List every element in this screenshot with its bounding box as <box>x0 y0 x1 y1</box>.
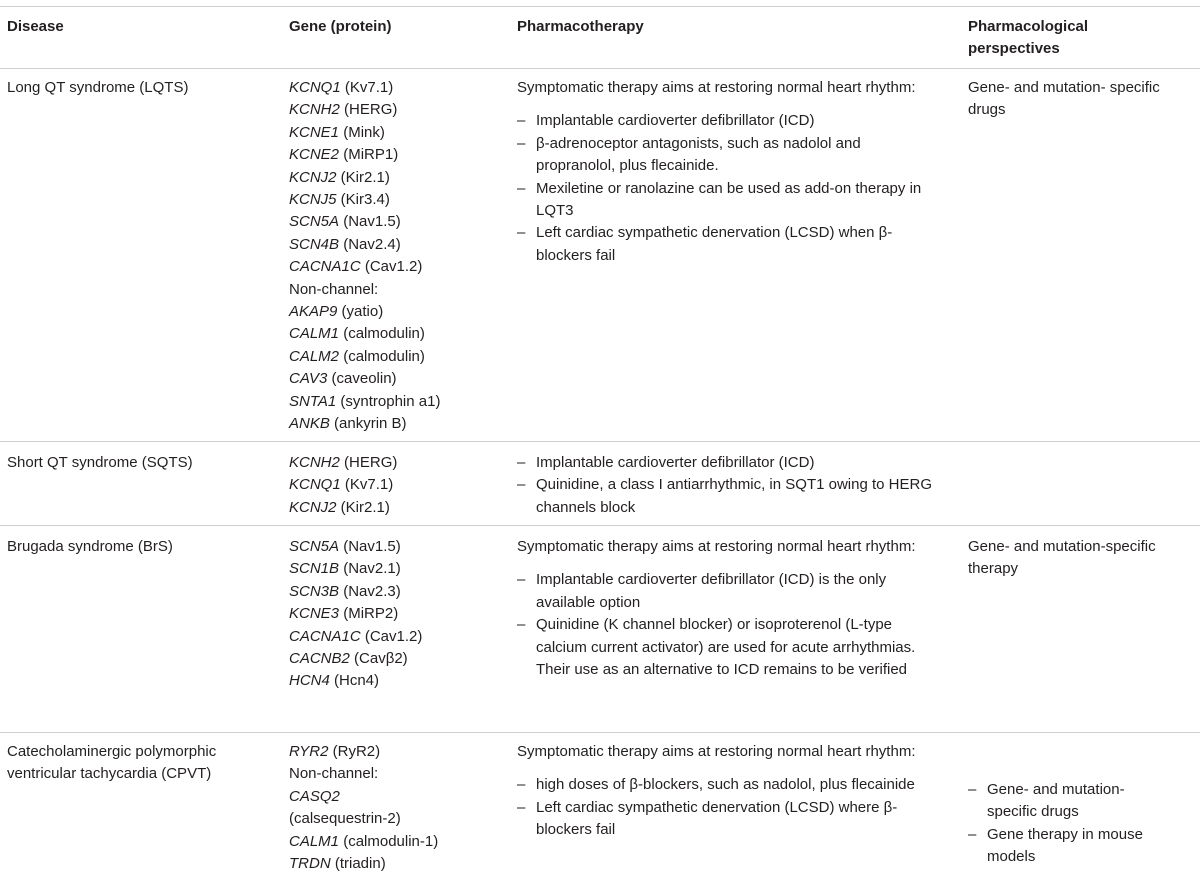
row-rule <box>0 525 1200 526</box>
pharm-list <box>517 452 937 519</box>
gene-entry <box>289 670 499 692</box>
header-pharmacotherapy: Pharmacotherapy <box>517 18 644 35</box>
gene-entry <box>289 452 499 474</box>
protein-name: (Kv7.1) <box>340 476 394 494</box>
gene-entry <box>289 234 499 256</box>
pharm-list <box>517 774 937 841</box>
gene-symbol: SCN3B <box>289 582 340 600</box>
protein-name: (calmodulin-1) <box>339 832 439 850</box>
pharm-list <box>517 110 937 267</box>
list-item: – Implantable cardioverter defibrillator (ICD) <box>517 110 937 132</box>
gene-entry <box>289 211 499 233</box>
list-item: – Implantable cardioverter defibrillator (ICD) <box>517 452 937 474</box>
row-cpvt-disease: Catecholaminergic polymorphic ventricular tachycardia (CPVT) <box>7 743 217 783</box>
table-top-rule <box>0 6 1200 7</box>
list-item: – Gene- and mutation-specific drugs <box>968 779 1168 824</box>
gene-symbol: SNTA1 <box>289 392 337 410</box>
protein-name: (MiRP1) <box>339 146 399 164</box>
gene-symbol: CASQ2 <box>289 787 340 805</box>
gene-entry <box>289 323 499 345</box>
gene-entry <box>289 853 469 875</box>
row-brs-disease: Brugada syndrome (BrS) <box>7 538 173 555</box>
gene-entry <box>289 603 499 625</box>
gene-symbol: AKAP9 <box>289 303 338 321</box>
protein-name: (Hcn4) <box>329 672 380 690</box>
gene-entry <box>289 558 499 580</box>
pharm-list <box>517 569 937 681</box>
gene-symbol: HCN4 <box>289 672 330 690</box>
gene-symbol: KCNH2 <box>289 101 340 119</box>
protein-name: (MiRP2) <box>339 605 399 623</box>
gene-symbol: SCN4B <box>289 235 340 253</box>
protein-name: (HERG) <box>339 454 398 471</box>
gene-entry <box>289 122 499 144</box>
gene-symbol: TRDN <box>289 855 331 873</box>
gene-entry <box>289 626 499 648</box>
row-brs-genes <box>289 536 499 693</box>
row-lqts-genes <box>289 77 499 436</box>
gene-symbol: KCNJ2 <box>289 168 337 186</box>
list-item: – Mexiletine or ranolazine can be used as add-on therapy in LQT3 <box>517 178 937 223</box>
gene-entry <box>289 581 499 603</box>
protein-name: (Cavβ2) <box>349 650 408 668</box>
protein-name: (yatio) <box>337 303 384 321</box>
gene-entry <box>289 301 499 323</box>
list-item: – high doses of β-blockers, such as nadolol, plus flecainide <box>517 774 937 796</box>
gene-note: Non-channel: <box>289 765 379 783</box>
pharm-intro: Symptomatic therapy aims at restoring normal heart rhythm: <box>517 79 916 96</box>
gene-entry <box>289 413 499 435</box>
protein-name: (Cav1.2) <box>360 258 423 276</box>
row-cpvt-pharmacotherapy <box>517 741 937 842</box>
gene-symbol: KCNE1 <box>289 123 340 141</box>
header-gene: Gene (protein) <box>289 18 392 35</box>
gene-symbol: CALM2 <box>289 347 340 365</box>
gene-symbol: KCNQ1 <box>289 79 341 96</box>
protein-name: (calmodulin) <box>339 347 425 365</box>
gene-entry <box>289 144 499 166</box>
gene-entry <box>289 808 469 830</box>
gene-entry <box>289 256 499 278</box>
gene-entry <box>289 368 499 390</box>
list-item: – Quinidine, a class I antiarrhythmic, in SQT1 owing to HERG channels block <box>517 474 937 519</box>
gene-entry <box>289 391 499 413</box>
header-disease: Disease <box>7 18 64 35</box>
gene-symbol: CALM1 <box>289 325 340 343</box>
gene-symbol: KCNE3 <box>289 605 340 623</box>
protein-name: (RyR2) <box>328 743 381 760</box>
gene-entry <box>289 741 469 763</box>
row-brs-perspectives: Gene- and mutation-specific therapy <box>968 538 1156 578</box>
gene-entry <box>289 346 499 368</box>
gene-symbol: KCNQ1 <box>289 476 341 494</box>
pharm-intro: Symptomatic therapy aims at restoring normal heart rhythm: <box>517 538 916 555</box>
gene-note: (calsequestrin-2) <box>289 810 401 828</box>
gene-note: Non-channel: <box>289 280 379 298</box>
protein-name: (Kir2.1) <box>336 168 390 186</box>
gene-entry <box>289 497 499 519</box>
gene-symbol: CALM1 <box>289 832 340 850</box>
gene-symbol: CACNA1C <box>289 258 361 276</box>
protein-name: (Kir2.1) <box>336 498 390 516</box>
gene-symbol: CACNA1C <box>289 627 361 645</box>
row-sqts-pharmacotherapy <box>517 452 937 519</box>
row-rule <box>0 441 1200 442</box>
row-rule <box>0 732 1200 733</box>
protein-name: (Nav2.1) <box>339 560 401 578</box>
gene-entry <box>289 189 499 211</box>
gene-entry <box>289 763 469 785</box>
protein-name: (triadin) <box>330 855 386 873</box>
row-sqts-disease: Short QT syndrome (SQTS) <box>7 454 193 471</box>
row-lqts-pharmacotherapy <box>517 77 937 267</box>
gene-entry <box>289 474 499 496</box>
gene-entry <box>289 831 469 853</box>
protein-name: (Kv7.1) <box>340 79 394 96</box>
row-brs-pharmacotherapy <box>517 536 937 681</box>
gene-symbol: SCN5A <box>289 538 340 555</box>
protein-name: (Nav2.3) <box>339 582 401 600</box>
gene-entry <box>289 77 499 99</box>
protein-name: (Kir3.4) <box>336 191 390 209</box>
persp-list <box>968 779 1168 869</box>
gene-symbol: KCNE2 <box>289 146 340 164</box>
protein-name: (calmodulin) <box>339 325 425 343</box>
protein-name: (ankyrin B) <box>329 415 407 433</box>
protein-name: (syntrophin a1) <box>336 392 441 410</box>
row-lqts-disease: Long QT syndrome (LQTS) <box>7 79 189 96</box>
protein-name: (caveolin) <box>327 370 397 388</box>
gene-entry <box>289 536 499 558</box>
list-item: – β-adrenoceptor antagonists, such as nadolol and propranolol, plus flecainide. <box>517 133 937 178</box>
gene-entry <box>289 279 499 301</box>
gene-symbol: KCNJ2 <box>289 498 337 516</box>
header-perspectives: Pharmacological perspectives <box>968 18 1089 58</box>
row-cpvt-perspectives <box>968 779 1168 869</box>
row-sqts-genes <box>289 452 499 519</box>
list-item: – Quinidine (K channel blocker) or isoproterenol (L-type calcium current activator) are used for acute arrhythmias. Their use as an alternative to ICD remains to be verified <box>517 614 937 681</box>
gene-entry <box>289 99 499 121</box>
protein-name: (HERG) <box>339 101 398 119</box>
gene-symbol: RYR2 <box>289 743 329 760</box>
gene-symbol: CAV3 <box>289 370 328 388</box>
protein-name: (Mink) <box>339 123 385 141</box>
gene-symbol: KCNH2 <box>289 454 340 471</box>
gene-entry <box>289 648 499 670</box>
protein-name: (Nav2.4) <box>339 235 401 253</box>
gene-entry <box>289 167 499 189</box>
gene-symbol: ANKB <box>289 415 330 433</box>
gene-entry <box>289 786 469 808</box>
list-item: – Implantable cardioverter defibrillator (ICD) is the only available option <box>517 569 937 614</box>
list-item: – Left cardiac sympathetic denervation (LCSD) where β-blockers fail <box>517 797 937 842</box>
protein-name: (Nav1.5) <box>339 538 401 555</box>
protein-name: (Cav1.2) <box>360 627 423 645</box>
list-item: – Gene therapy in mouse models <box>968 824 1168 869</box>
gene-symbol: KCNJ5 <box>289 191 337 209</box>
protein-name: (Nav1.5) <box>339 213 401 231</box>
pharm-intro: Symptomatic therapy aims at restoring normal heart rhythm: <box>517 743 916 760</box>
header-rule <box>0 68 1200 69</box>
gene-symbol: CACNB2 <box>289 650 350 668</box>
gene-symbol: SCN1B <box>289 560 340 578</box>
row-lqts-perspectives: Gene- and mutation- specific drugs <box>968 79 1160 119</box>
gene-symbol: SCN5A <box>289 213 340 231</box>
list-item: – Left cardiac sympathetic denervation (LCSD) when β-blockers fail <box>517 222 937 267</box>
row-cpvt-genes <box>289 741 469 875</box>
